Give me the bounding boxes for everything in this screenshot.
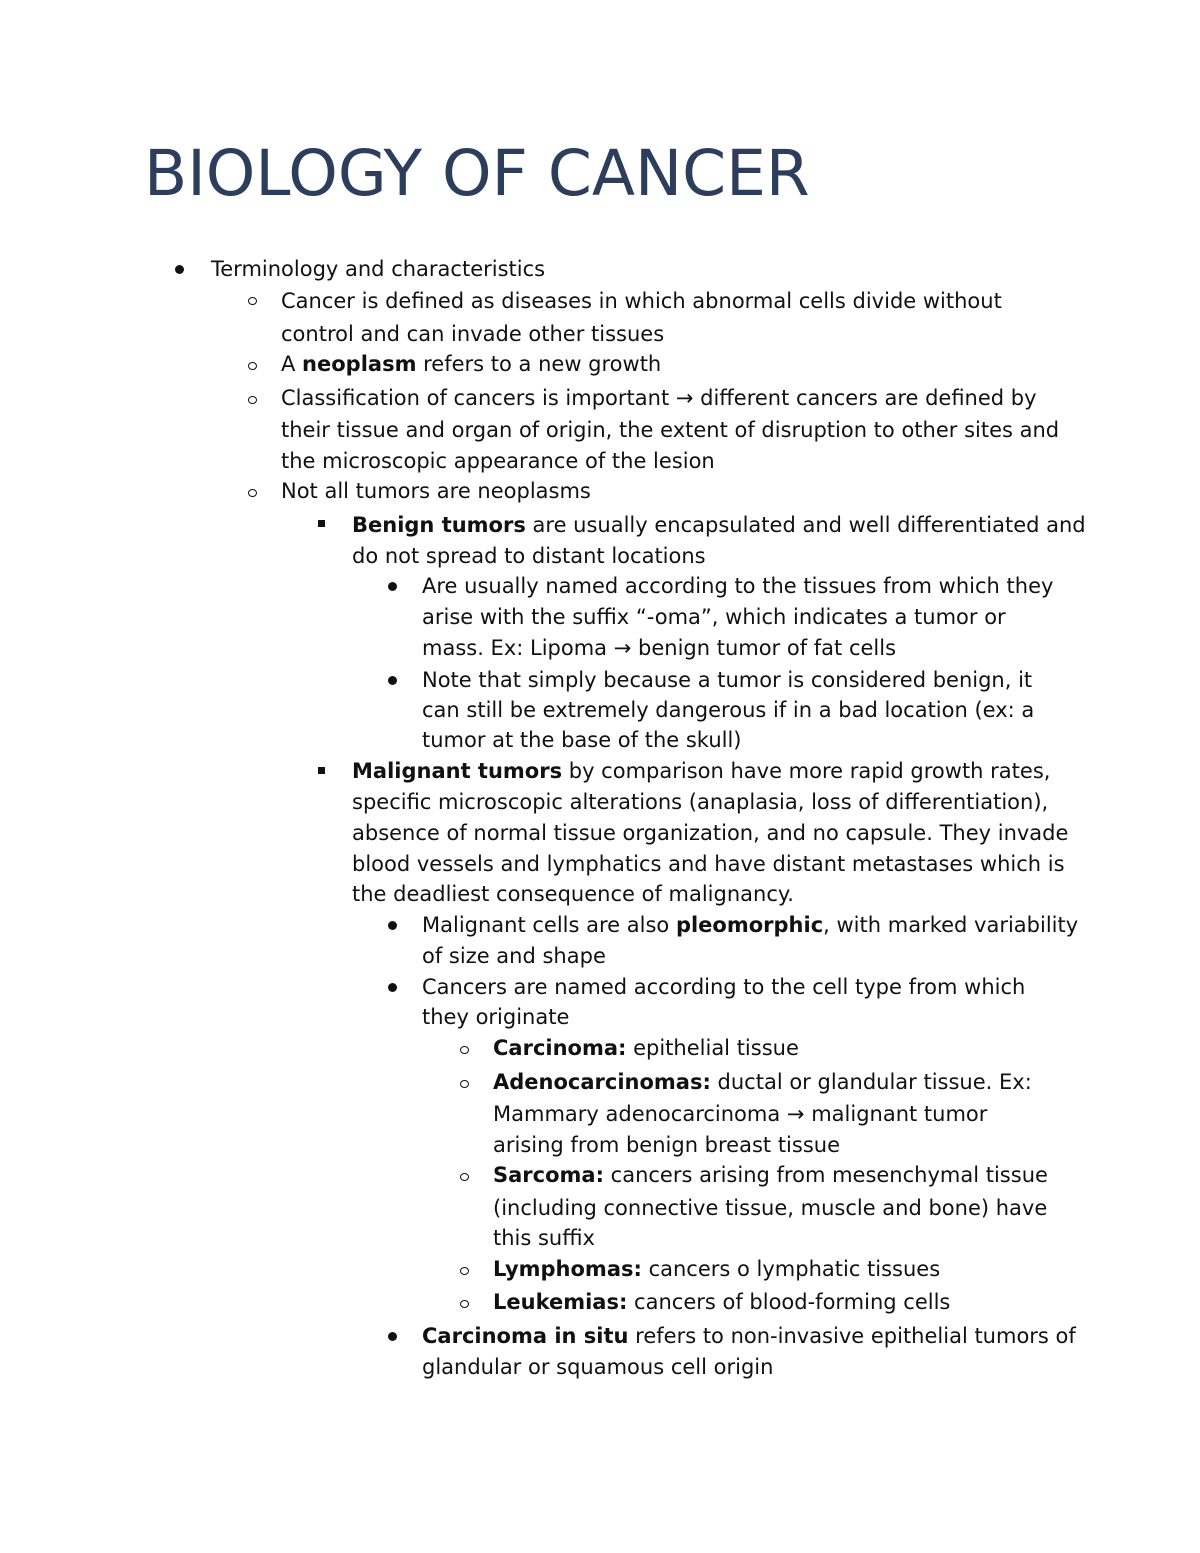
list-item-sarcoma-cont: this suffix [493, 1226, 595, 1250]
term-sarcoma: Sarcoma: [493, 1163, 604, 1187]
term-benign-tumors: Benign tumors [352, 513, 526, 537]
list-item-benign-note-cont: tumor at the base of the skull) [422, 728, 742, 752]
list-item-sarcoma: Sarcoma: cancers arising from mesenchymal tissue [493, 1163, 1048, 1187]
bullet-dot-icon [388, 676, 397, 685]
bullet-dot-icon [388, 983, 397, 992]
list-item-cancer-definition: Cancer is defined as diseases in which abnormal cells divide without [281, 289, 1002, 313]
list-item-cell-type-naming-cont: they originate [422, 1005, 570, 1029]
bullet-circle-icon [460, 1300, 469, 1308]
bullet-square-icon [318, 767, 325, 774]
list-item-terminology: Terminology and characteristics [211, 257, 546, 281]
list-item-leukemias: Leukemias: cancers of blood-forming cells [493, 1290, 951, 1314]
list-item-cancer-definition-cont: control and can invade other tissues [281, 322, 665, 346]
list-item-carcinoma: Carcinoma: epithelial tissue [493, 1036, 799, 1060]
list-item-pleomorphic-cont: of size and shape [422, 944, 606, 968]
bullet-square-icon [318, 520, 325, 527]
list-item-malignant-cont: specific microscopic alterations (anaplasia, loss of differentiation), [352, 790, 1049, 814]
term-neoplasm: neoplasm [302, 352, 417, 376]
term-leukemias: Leukemias: [493, 1290, 628, 1314]
term-lymphomas: Lymphomas: [493, 1257, 642, 1281]
bullet-circle-icon [460, 1046, 469, 1054]
bullet-dot-icon [175, 265, 184, 274]
list-item-benign-note-cont: can still be extremely dangerous if in a bad location (ex: a [422, 698, 1035, 722]
arrow-right-icon: → [613, 636, 632, 660]
list-item-benign-note: Note that simply because a tumor is considered benign, it [422, 668, 1033, 692]
list-item-malignant-cont: the deadliest consequence of malignancy. [352, 882, 794, 906]
bullet-dot-icon [388, 1332, 397, 1341]
list-item-cell-type-naming: Cancers are named according to the cell type from which [422, 975, 1026, 999]
list-item-malignant-cont: blood vessels and lymphatics and have distant metastases which is [352, 852, 1065, 876]
term-carcinoma: Carcinoma: [493, 1036, 627, 1060]
list-item-adenocarcinomas-cont: Mammary adenocarcinoma → malignant tumor [493, 1102, 988, 1126]
arrow-right-icon: → [786, 1102, 805, 1126]
list-item-benign-cont: do not spread to distant locations [352, 544, 706, 568]
list-item-malignant-cont: absence of normal tissue organization, and no capsule. They invade [352, 821, 1069, 845]
term-pleomorphic: pleomorphic [675, 913, 824, 937]
list-item-benign: Benign tumors are usually encapsulated and well differentiated and [352, 513, 1086, 537]
bullet-dot-icon [388, 921, 397, 930]
bullet-circle-icon [248, 396, 257, 404]
bullet-circle-icon [460, 1267, 469, 1275]
list-item-adenocarcinomas-cont: arising from benign breast tissue [493, 1133, 841, 1157]
list-item-classification-cont: the microscopic appearance of the lesion [281, 449, 715, 473]
term-carcinoma-in-situ: Carcinoma in situ [422, 1324, 629, 1348]
list-item-classification-cont: their tissue and organ of origin, the extent of disruption to other sites and [281, 418, 1060, 442]
term-adenocarcinomas: Adenocarcinomas: [493, 1070, 711, 1094]
list-item-classification: Classification of cancers is important → different cancers are defined by [281, 386, 1037, 410]
bullet-circle-icon [248, 362, 257, 370]
bullet-dot-icon [388, 582, 397, 591]
list-item-pleomorphic: Malignant cells are also pleomorphic, with marked variability [422, 913, 1079, 937]
list-item-not-all-tumors: Not all tumors are neoplasms [281, 479, 591, 503]
list-item-adenocarcinomas: Adenocarcinomas: ductal or glandular tissue. Ex: [493, 1070, 1032, 1094]
list-item-malignant: Malignant tumors by comparison have more rapid growth rates, [352, 759, 1051, 783]
bullet-circle-icon [248, 297, 257, 305]
list-item-benign-naming: Are usually named according to the tissues from which they [422, 574, 1054, 598]
list-item-lymphomas: Lymphomas: cancers o lymphatic tissues [493, 1257, 941, 1281]
list-item-carcinoma-in-situ: Carcinoma in situ refers to non-invasive epithelial tumors of [422, 1324, 1076, 1348]
document-title: BIOLOGY OF CANCER [144, 137, 810, 210]
bullet-circle-icon [248, 489, 257, 497]
arrow-right-icon: → [675, 386, 694, 410]
list-item-benign-naming-cont: arise with the suffix “-oma”, which indicates a tumor or [422, 605, 1006, 629]
list-item-sarcoma-cont: (including connective tissue, muscle and bone) have [493, 1196, 1048, 1220]
list-item-neoplasm: A neoplasm refers to a new growth [281, 352, 662, 376]
term-malignant-tumors: Malignant tumors [352, 759, 563, 783]
bullet-circle-icon [460, 1173, 469, 1181]
list-item-carcinoma-in-situ-cont: glandular or squamous cell origin [422, 1355, 774, 1379]
list-item-benign-naming-cont: mass. Ex: Lipoma → benign tumor of fat cells [422, 636, 897, 660]
bullet-circle-icon [460, 1080, 469, 1088]
